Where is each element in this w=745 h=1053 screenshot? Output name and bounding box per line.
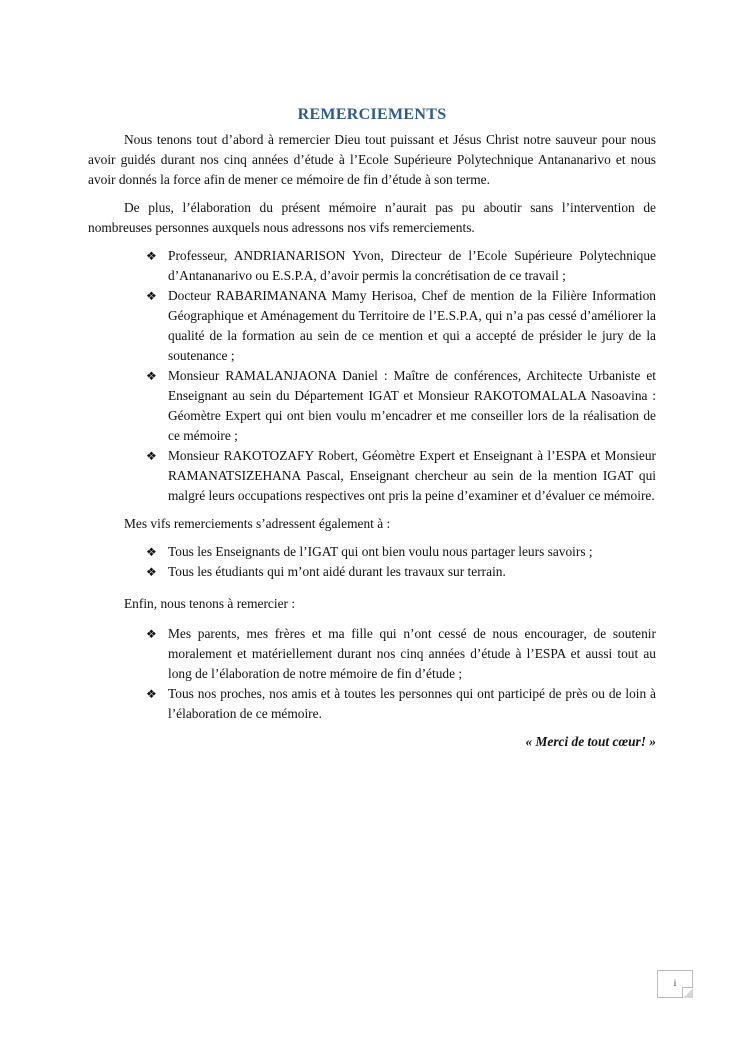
also-intro: Mes vifs remerciements s’adressent également à : xyxy=(124,516,391,531)
list-item: ❖ Professeur, ANDRIANARISON Yvon, Directeur de l’Ecole Supérieure Polytechnique d’Antananarivo ou E.S.P.A, d’avoir permis la concrétisation de ce travail ; xyxy=(146,248,656,283)
list-item: ❖ Mes parents, mes frères et ma fille qui n’ont cessé de nous encourager, de soutenir moralement et matériellement durant nos cinq années d’étude à l’ESPA et aussi tout au long de l’élaboration de notre mémoire de fin d’étude ; xyxy=(146,626,656,681)
also-list xyxy=(88,542,656,582)
diamond-bullet-icon: ❖ xyxy=(146,449,157,463)
closing-line: « Merci de tout cœur! » xyxy=(525,734,656,749)
diamond-bullet-icon: ❖ xyxy=(146,249,157,263)
diamond-bullet-icon: ❖ xyxy=(146,687,157,701)
finally-intro: Enfin, nous tenons à remercier : xyxy=(124,596,296,611)
diamond-bullet-icon: ❖ xyxy=(146,565,157,579)
finally-list xyxy=(88,624,656,724)
list-item: ❖ Tous les étudiants qui m’ont aidé durant les travaux sur terrain. xyxy=(88,562,656,582)
list-item: ❖ Tous nos proches, nos amis et à toutes les personnes qui ont participé de près ou de loin à l’élaboration de ce mémoire. xyxy=(146,686,656,721)
diamond-bullet-icon: ❖ xyxy=(146,369,157,383)
intro-paragraph-1: Nous tenons tout d’abord à remercier Dieu tout puissant et Jésus Christ notre sauveur pour nous avoir guidés durant nos cinq années d’étude à l’Ecole Supérieure Polytechnique Antananarivo et nous avoir donnés la force afin de mener ce mémoire de fin d’étude à son terme. xyxy=(88,132,656,187)
diamond-bullet-icon: ❖ xyxy=(146,545,157,559)
page-number-box xyxy=(657,970,693,998)
list-item: ❖ Docteur RABARIMANANA Mamy Herisoa, Chef de mention de la Filière Information Géographique et Aménagement du Territoire de l’E.S.P.A, qui n’a pas cessé d’améliorer la qualité de la formation au sein de ce mention et qui a accepté de présider le jury de la soutenance ; xyxy=(146,288,656,363)
page-fold-icon xyxy=(682,987,693,998)
list-item: ❖ Tous les Enseignants de l’IGAT qui ont bien voulu nous partager leurs savoirs ; xyxy=(88,542,656,562)
diamond-bullet-icon: ❖ xyxy=(146,289,157,303)
page-title: REMERCIEMENTS xyxy=(297,106,447,123)
document-page xyxy=(88,104,656,752)
intro-paragraph-2: De plus, l’élaboration du présent mémoire n’aurait pas pu aboutir sans l’intervention de nombreuses personnes auxquels nous adressons nos vifs remerciements. xyxy=(88,200,656,235)
list-item: ❖ Monsieur RAKOTOZAFY Robert, Géomètre Expert et Enseignant à l’ESPA et Monsieur RAMANATSIZEHANA Pascal, Enseignant chercheur au sein de la mention IGAT qui malgré leurs occupations respectives ont pris la peine d’examiner et d’évaluer ce mémoire. xyxy=(146,448,656,503)
diamond-bullet-icon: ❖ xyxy=(146,627,157,641)
page-number: i xyxy=(673,978,677,988)
thanks-list xyxy=(88,246,656,506)
list-item: ❖ Monsieur RAMALANJAONA Daniel : Maître de conférences, Architecte Urbaniste et Enseignant au sein du Département IGAT et Monsieur RAKOTOMALALA Nasoavina : Géomètre Expert qui ont bien voulu m’encadrer et me conseiller lors de la réalisation de ce mémoire ; xyxy=(146,368,656,443)
